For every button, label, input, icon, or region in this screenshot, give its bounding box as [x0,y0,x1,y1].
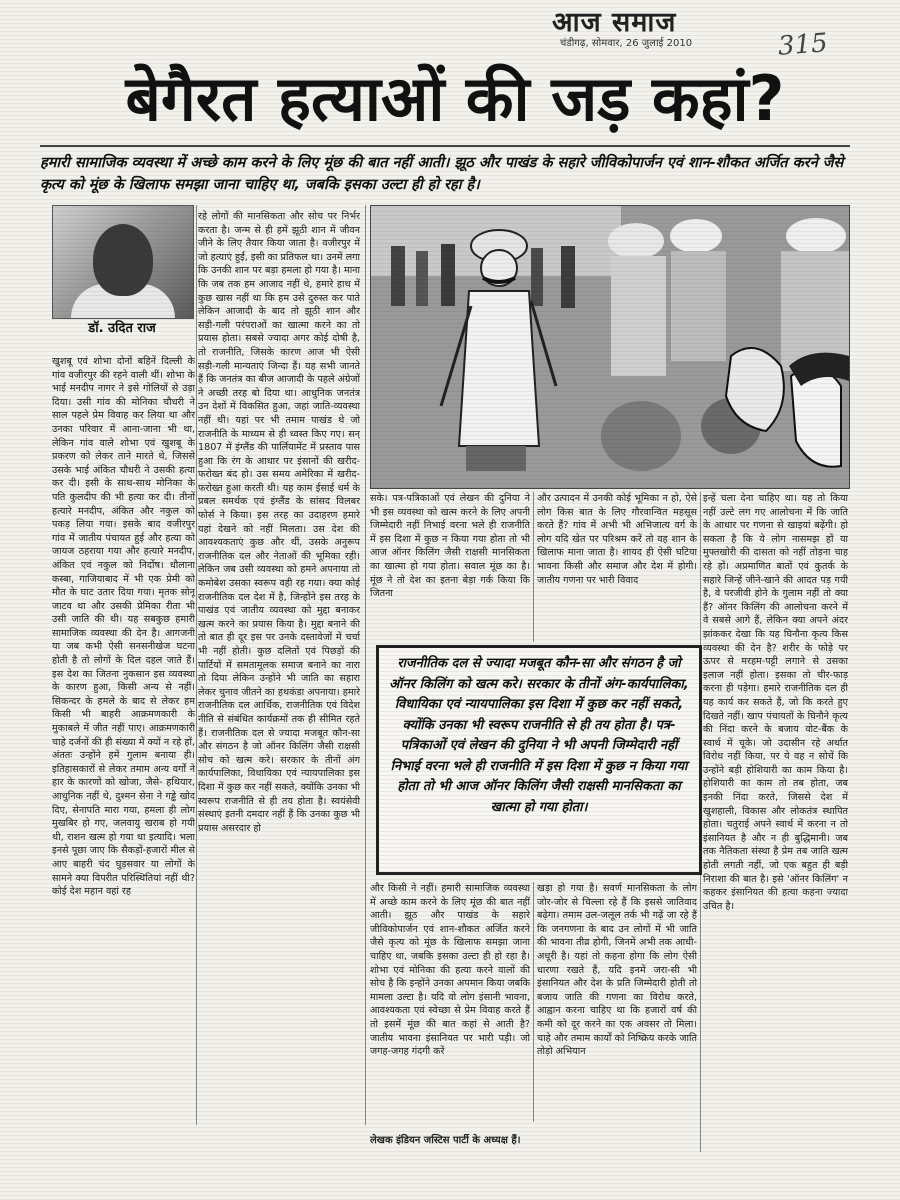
headline-rule [40,145,850,147]
column-5-text: इन्हें चला देना चाहिए था। यह तो किया नहीं उल्टे लग गए आलोचना में कि जाति के आधार पर गणना से खाइयां बढ़ेंगी। हो सकता है कि ये लोग नासमझ हों या मुफ्तखोरी की दासता को नहीं तोड़ना चाह रहे हों। अप्रमाणित बातों एवं कुतर्क के सहारे जिन्हें जीने-खाने की आदत पड़ गयी है, वे परजीवी होने के गुलाम नहीं तो क्या हैं? ऑनर किलिंग की आलोचना करने में वे सबसे आगे हैं, लेकिन क्या अपने अंदर झांककर देखा कि यह घिनौना कृत्य किस व्यवस्था की देन है? शरीर के फोड़े पर ऊपर से मरहम-पट्टी लगाने से उसका इलाज नहीं होता। इसका तो चीर-फाड़ करना ही पड़ेगा। हमारे राजनीतिक दल ही यह कार्य कर सकते हैं, जो कि करते हुए दिखते नहीं। खाप पंचायतों के घिनौने कृत्य की निंदा करने के बजाय वोट-बैंक के स्वार्थ में चूके। जो उदासीन रहे अर्थात विरोध नहीं किया, पर ये वह न सोचें कि उन्होंने बड़ी होशियारी का काम किया है। होशियारी का काम तो तब होता, जब इनकी निंदा करते, जिससे देश में खुशहाली, विकास और लोकतंत्र स्थापित होता। चतुराई अपने स्वार्थ में करना न तो इंसानियत है और न ही बुद्धिमानी। जब तक नैतिकता संस्था है प्रेम तब जाति खत्म होती लगती नहीं, जो एक बहुत ही बड़ी निराशा की बात है। इसे 'ऑनर किलिंग' न कहकर इंसानियत की हत्या कहना ज्यादा उचित है। [703,493,848,912]
column-divider [196,205,197,1125]
column-3-text: सके। पत्र-पत्रिकाओं एवं लेखन की दुनिया ने भी इस व्यवस्था को खत्म करने के लिए अपनी जिम्मेदारी नहीं निभाई वरना भले ही राजनीति में इस दिशा में कुछ न किया गया होता तो भी आज ऑनर किलिंग जैसी राक्षसी मानसिकता का खात्मा हो गया होता। सवाल मूंछ का है। मूंछ ने तो देश का इतना बेड़ा गर्क किया कि जितना [370,493,530,600]
headline: बेगैरत हत्याओं की जड़ कहां? [125,62,785,135]
masthead-dateline: चंडीगढ़, सोमवार, 26 जुलाई 2010 [560,38,693,49]
article-column-1 [52,355,195,1120]
author-bio-line: लेखक इंडियन जस्टिस पार्टी के अध्यक्ष हैं। [370,1135,521,1146]
pull-quote-box [376,645,702,875]
article-column-3-lower [370,882,530,1122]
column-1-text: खुशबू एवं शोभा दोनों बहिनें दिल्ली के गांव वजीरपुर की रहने वाली थीं। शोभा के भाई मनदीप नागर ने इसे गोलियों से उड़ा दिया। उसी गांव की मोनिका चौधरी ने साल पहले प्रेम विवाह कर लिया था और उनका परिवार में आना-जाना भी था, लेकिन गांव वाले शोभा एवं खुशबू के प्रकरण को लेकर ताने मारते थे, जिससे उसके भाई अंकित चौधरी ने उसकी हत्या कर दी। इसी के साथ-साथ मोनिका के पति कुलदीप की भी हत्या कर दी। तीनों हत्यारे मनदीप, अंकित और नकुल को पकड़ लिया गया। इसके बाद वजीरपुर गांव में जातीय पंचायत हुई और हत्या को जायज ठहराया गया और हत्यारे मनदीप, अंकित एवं नकुल को निर्दोष। धौलाना कस्बा, गाजियाबाद में भी एक प्रेमी को मौत के घाट उतार दिया गया। मृतक सोनू जाटव था और उसकी प्रेमिका रीता भी उसी जाति की थी। यह सबकुछ हमारी सामाजिक व्यवस्था की देन है। आगजनी या जब कभी ऐसी सनसनीखेज घटना होती है तो लोगों के दिल दहल जाते हैं। इस देश का जितना नुकसान इस व्यवस्था के कारण हुआ, किसी अन्य से नहीं। सिकन्दर के हमले के बाद से लेकर हम किसी भी बाहरी आक्रमणकारी के मुकाबले में जीत नहीं पाए। आक्रमणकारी चाहे दर्जनों की ही संख्या में क्यों न रहे हों, अंततः उन्होंने हमें गुलाम बनाया ही। इतिहासकारों से लेकर तमाम अन्य वर्गों ने हार के कारणों को खोजा, जैसे- हथियार, आधुनिक नहीं थे, दुश्मन सेना ने गड्ढे खोद दिए, सेनापति मारा गया, हमला ही लोग मुखबिर हो गए, जलवायु खराब हो गयी थी, राशन खत्म हो गया था इत्यादि। भला इनसे पूछा जाए कि सैकड़ों-हजारों मील से आए बाहरी चंद घुड़सवार या लोगों के सामने क्या विपरीत परिस्थितियां नहीं थी? कोई देश महान वहां रह [52,356,195,898]
article-column-3 [370,492,530,642]
masthead-brand: आज समाज [552,7,677,38]
column-4-lower-text: खड़ा हो गया है। सवर्ण मानसिकता के लोग जोर-जोर से चिल्ला रहे हैं कि इससे जातिवाद बढ़ेगा। तमाम उल-जलूल तर्क भी गढ़ें जा रहे हैं कि जनगणना के बाद उन लोगों में भी जाति की भावना तीव्र होगी, जिनमें अभी तक आधी-अधूरी है। यहां तो कहना होगा कि लोग ऐसी धारणा रखते हैं, यदि इनमें जरा-सी भी इंसानियत और देश के प्रति जिम्मेदारी होती तो बजाय जाति की गणना का विरोध करते, आह्वान करना चाहिए था कि हजारों वर्ष की कमी को दूर करने का एक अवसर तो मिला। चाहे और तमाम कार्यों को निष्क्रिय करके जाति तोड़ो अभियान [537,883,697,1058]
article-column-5 [703,492,848,1152]
column-divider [365,205,366,1125]
cartoon-svg [371,206,849,488]
column-divider [533,492,534,642]
author-photo [52,205,194,319]
masthead [530,2,730,54]
article-column-4-lower [537,882,697,1122]
article-column-4 [537,492,697,642]
pull-quote-text: राजनीतिक दल से ज्यादा मजबूत कौन-सा और संगठन है जो ऑनर किलिंग को खत्म करे। सरकार के तीनों अंग-कार्यपालिका, विधायिका एवं न्यायपालिका इस दिशा में कुछ कर नहीं सकते, क्योंकि उनका भी स्वरूप राजनीति से ही तय होता है। पत्र-पत्रिकाओं एवं लेखन की दुनिया ने भी अपनी जिम्मेदारी नहीं निभाई वरना भले ही राजनीति में इस दिशा में कुछ न किया गया होता तो भी आज ऑनर किलिंग जैसी राक्षसी मानसिकता का खात्मा हो गया होता। [389,656,689,815]
cartoon-illustration [370,205,850,489]
column-3-lower-text: और किसी ने नहीं। हमारी सामाजिक व्यवस्था में अच्छे काम करने के लिए मूंछ की बात नहीं आती। झूठ और पाखंड के सहारे जीविकोपार्जन एवं शान-शौकत अर्जित करने जैसे कृत्य को मूंछ के खिलाफ समझा जाना चाहिए था, जबकि इसका उल्टा ही हो रहा है। शोभा एवं मोनिका की हत्या करने वालों की सोच है कि इन्होंने उनका अपमान किया जबकि मामला उल्टा है। यदि वो लोग इंसानी भावना, आवश्यकता एवं स्वेच्छा से प्रेम विवाह करते हैं तो इसमें मूंछ की बात कहां से आती है? जातीय भावना इंसानियत पर भारी पड़ी। जो जगह-जगह गंदगी करें [370,883,530,1058]
author-photo-head [93,224,153,296]
article-column-2 [198,210,360,1120]
column-4-text: और उत्पादन में उनकी कोई भूमिका न हो, ऐसे लोग किस बात के लिए गौरवान्वित महसूस करते हैं? गांव में अभी भी अभिजात्य वर्ग के लोग यदि खेत पर परिश्रम करें तो वह शान के खिलाफ माना जाता है। शायद ही ऐसी घटिया भावना किसी और समाज और देश में होगी। जातीय गणना पर भारी विवाद [537,493,697,586]
column-divider [533,882,534,1122]
column-2-text: रहे लोगों की मानसिकता और सोच पर निर्भर करता है। जन्म से ही हमें झूठी शान में जीवन जीने के लिए तैयार किया जाता है। वजीरपुर में जो हत्याएं हुईं, इसी का प्रतिफल था। उनमें लगा कि उनकी शान पर बड़ा हमला हो गया है। माना कि जब तक हम आजाद नहीं थे, हमारे हाथ में कुछ खास नहीं था कि हम उसे दुरुस्त कर पाते लेकिन आजादी के बाद तो झूठी शान और सड़ी-गली परंपराओं का खात्मा करने का तो प्रयास होता। सबसे ज्यादा अगर कोई दोषी है, तो राजनीति, जिसके कारण आज भी ऐसी सड़ी-गली मान्यताएं जिन्दा हैं। यह सभी जानते हैं कि जनतंत्र का बीज आजादी के पहले अंग्रेजों ने अच्छी तरह बो दिया था। आधुनिक जनतंत्र उन देशों में विकसित हुआ, जहां जाति-व्यवस्था नहीं थी। यहां पर भी तमाम पाखंड थे जो राजनीति के माध्यम से ही ध्वस्त किए गए। सन् 1807 में इंग्लैंड की पार्लियामेंट में प्रस्ताव पास हुआ कि रंग के आधार पर इंसानों की खरीद-फरोख्त बंद हो। उस समय अमेरिका में खरीद-फरोख्त हुआ करती थी। यह काम ईसाई धर्म के प्रबल समर्थक एवं इंग्लैंड के सांसद विलबर फोर्स ने किया। इस तरह का उदाहरण हमारे यहां देखने को नहीं मिलता। उस देश की आवश्यकताएं कुछ और थीं, उसके अनुरूप राजनीतिक दल और नेताओं की भूमिका रही। लेकिन जब उसी व्यवस्था को हमने अपनाया तो कमोबेश उसका स्वरूप वही रह गया। क्या कोई राजनीतिक दल देश में है, जिन्होंने इस तरह के पाखंड एवं जातीय व्यवस्था को मुद्दा बनाकर खत्म करने का प्रयास किया है। मुद्दा बनाने की तो बात ही दूर इस पर उनके दस्तावेजों में चर्चा भी नहीं होती। कुछ दलितों एवं पिछड़ों की पार्टियों में समतामूलक समाज बनाने का नारा तो दिया लेकिन उन्होंने भी जाति का सहारा लेकर चुनाव जीतने का हथकंडा अपनाया। हमारे राजनीतिक दल आर्थिक, राजनीतिक एवं विदेश नीति से संबंधित कार्यक्रमों तक ही सीमित रहते हैं। राजनीतिक दल से ज्यादा मजबूत कौन-सा और संगठन है जो ऑनर किलिंग जैसी राक्षसी सोच को खत्म करे। सरकार के तीनों अंग कार्यपालिका, विधायिका एवं न्यायपालिका इस दिशा में कुछ कर नहीं सकते, क्योंकि उनका भी स्वरूप राजनीति से ही तय होता है। स्वयंसेवी संस्थाएं इतनी दमदार नहीं हैं कि उनका कुछ भी प्रयास असरदार हो [198,211,360,834]
handwritten-page-number: 315 [777,28,829,62]
author-caption: डॉ. उदित राज [88,321,156,336]
subdeck: हमारी सामाजिक व्यवस्था में अच्छे काम करने के लिए मूंछ की बात नहीं आती। झूठ और पाखंड के सहारे जीविकोपार्जन एवं शान-शौकत अर्जित करने जैसे कृत्य को मूंछ के खिलाफ समझा जाना चाहिए था, जबकि इसका उल्टा ही हो रहा है। [40,155,844,193]
